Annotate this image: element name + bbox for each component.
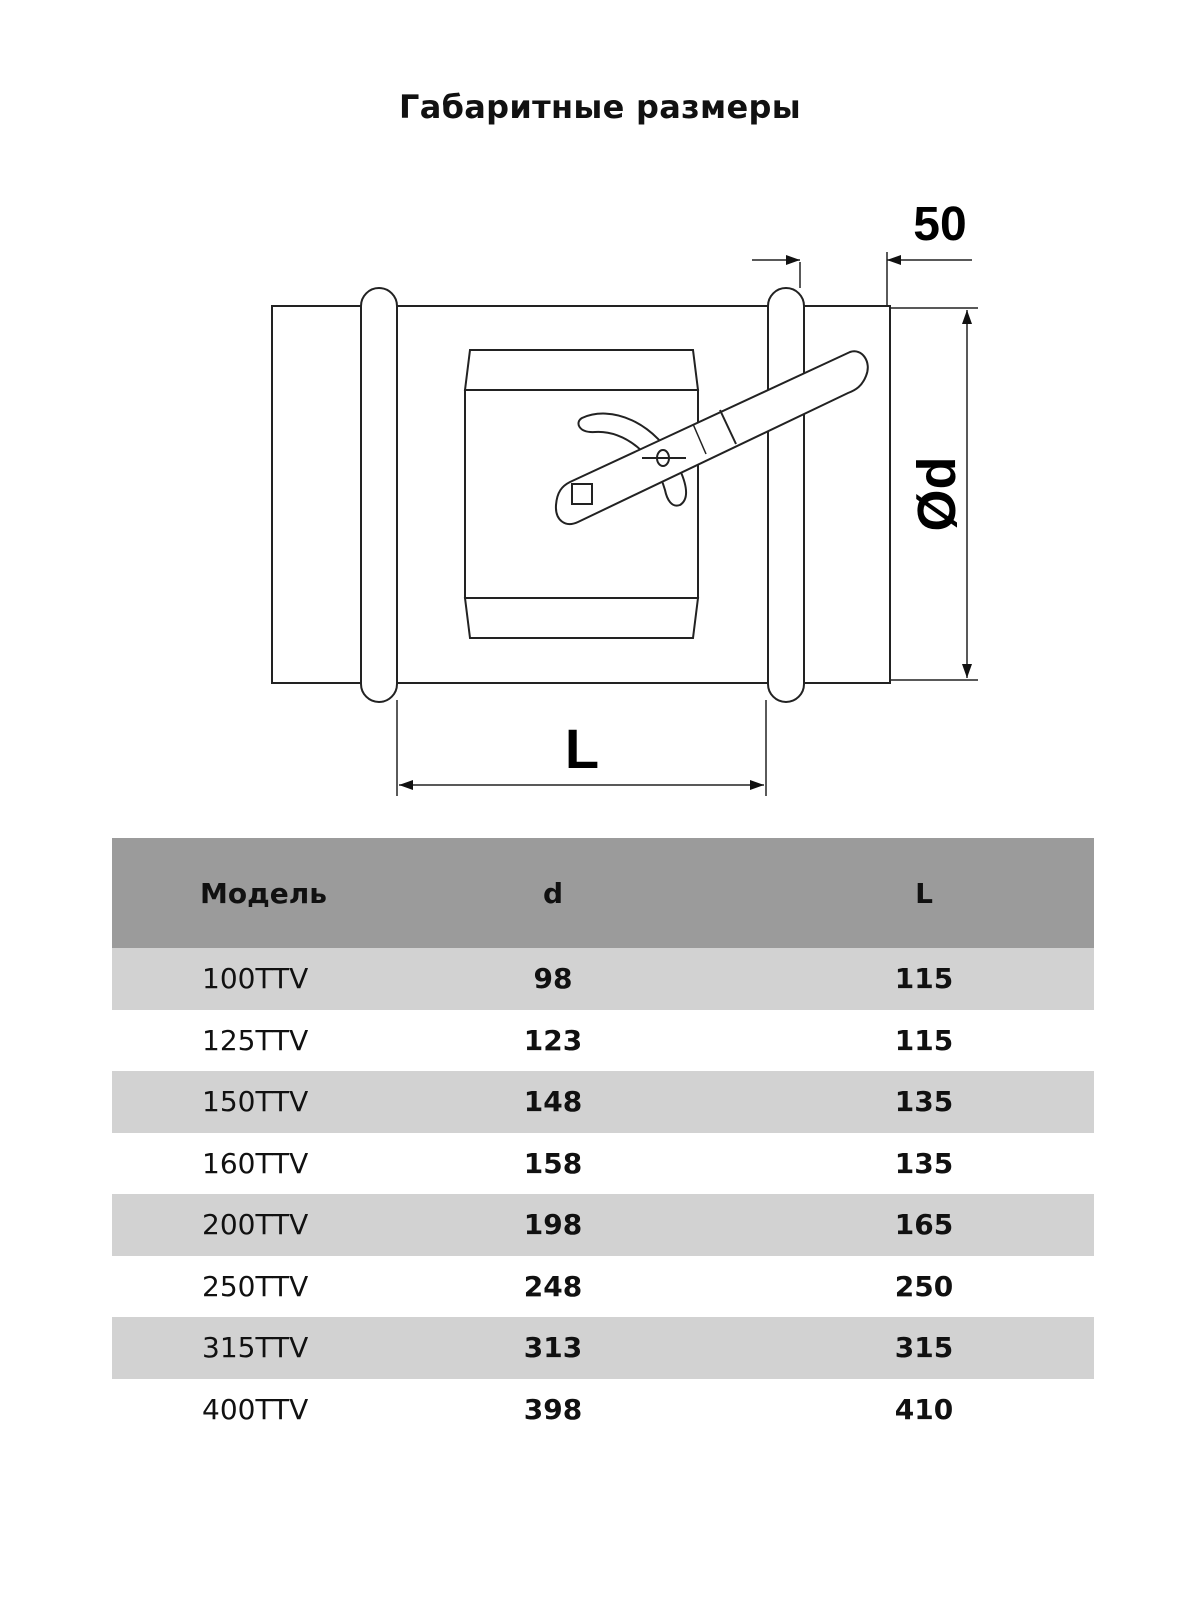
cell-d: 98 — [412, 948, 694, 1010]
cell-d: 198 — [412, 1194, 694, 1256]
clamp-band-left — [361, 288, 397, 702]
cell-model: 250TTV — [202, 1269, 309, 1303]
cell-d: 123 — [523, 1023, 583, 1057]
cell-d: 313 — [412, 1317, 694, 1379]
cell-l: 135 — [894, 1146, 954, 1180]
dimension-offset-label: 50 — [913, 198, 967, 251]
cell-d: 158 — [523, 1146, 583, 1180]
cell-model: 160TTV — [202, 1146, 309, 1180]
dimension-diameter-label: Ød — [907, 456, 967, 532]
table-row — [112, 1133, 1094, 1195]
cell-model: 150TTV — [112, 1071, 412, 1133]
cell-d: 148 — [412, 1071, 694, 1133]
cell-model: 200TTV — [112, 1194, 412, 1256]
cell-model: 400TTV — [202, 1392, 309, 1426]
cell-model: 125TTV — [202, 1023, 309, 1057]
page-title: Габаритные размеры — [399, 88, 801, 126]
table-header-row — [112, 838, 1094, 948]
table-row — [112, 948, 1094, 1010]
table-row — [112, 1317, 1094, 1379]
header-l: L — [694, 838, 1094, 948]
cell-d: 248 — [523, 1269, 583, 1303]
table-row — [112, 1071, 1094, 1133]
clamp-band-right — [768, 288, 804, 702]
dimension-length — [397, 700, 766, 796]
dimensions-table — [112, 838, 1094, 1440]
cell-l: 115 — [694, 948, 1094, 1010]
header-model: Модель — [112, 838, 412, 948]
actuator-top — [465, 350, 698, 390]
table-row — [112, 1194, 1094, 1256]
cell-l: 250 — [894, 1269, 954, 1303]
dimension-diameter — [890, 308, 978, 680]
cell-d: 398 — [523, 1392, 583, 1426]
cell-model: 100TTV — [112, 948, 412, 1010]
cell-model: 315TTV — [112, 1317, 412, 1379]
cell-l: 165 — [694, 1194, 1094, 1256]
dimension-length-label: L — [564, 717, 600, 780]
actuator-bottom — [465, 598, 698, 638]
header-d: d — [412, 838, 694, 948]
table-row — [112, 1379, 1094, 1441]
cell-l: 115 — [894, 1023, 954, 1057]
cell-l: 135 — [694, 1071, 1094, 1133]
table-row — [112, 1010, 1094, 1072]
cell-l: 410 — [894, 1392, 954, 1426]
cell-l: 315 — [694, 1317, 1094, 1379]
table-row — [112, 1256, 1094, 1318]
